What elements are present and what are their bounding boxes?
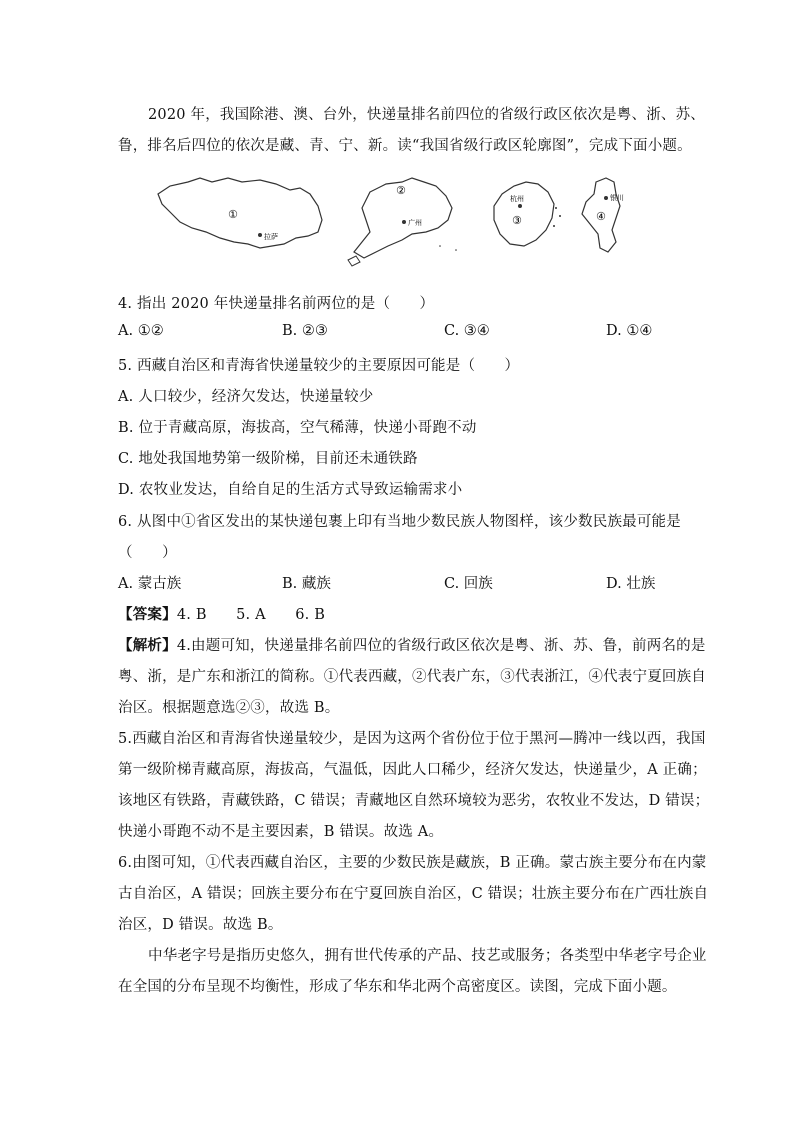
map3-number: ③	[512, 214, 522, 227]
q4-option-d: D. ①④	[606, 323, 653, 339]
q6-option-a: A. 蒙古族	[118, 576, 182, 592]
hangzhou-dot	[518, 204, 522, 208]
q6-stem-bracket: （ ）	[118, 545, 177, 561]
analysis-p3-line-2: 古自治区，A 错误；回族主要分布在宁夏回族自治区，C 错误；壮族主要分布在广西壮族自	[118, 886, 709, 902]
analysis-p3-line-3: 治区，D 错误。故选 B。	[118, 917, 283, 933]
q4-option-a: A. ①②	[118, 323, 164, 339]
map4-number: ④	[596, 210, 606, 223]
q6-option-b: B. 藏族	[282, 576, 331, 592]
answer-line	[118, 603, 325, 624]
answer-text: 4. B 5. A 6. B	[176, 607, 326, 623]
lhasa-dot	[258, 233, 262, 237]
q5-option-a: A. 人口较少，经济欠发达，快递量较少	[118, 389, 374, 405]
province-outline-maps	[150, 172, 650, 272]
analysis-p2-line-3: 该地区有铁路，青藏铁路，C 错误；青藏地区自然环境较为恶劣，农牧业不发达，D 错误；	[118, 793, 710, 809]
q6-option-c: C. 回族	[444, 576, 493, 592]
analysis-p2-line-4: 快递小哥跑不动不是主要因素，B 错误。故选 A。	[118, 824, 444, 840]
map-zhejiang	[494, 182, 561, 246]
next-intro-line-1: 中华老字号是指历史悠久，拥有世代传承的产品、技艺或服务；各类型中华老字号企业	[148, 948, 707, 964]
analysis-p2-line-2: 第一级阶梯青藏高原，海拔高，气温低，因此人口稀少，经济欠发达，快递量少，A 正确；	[118, 762, 707, 778]
q4-option-b: B. ②③	[282, 323, 328, 339]
map1-number: ①	[228, 208, 238, 221]
analysis-p1-line-2: 粤、浙，是广东和浙江的简称。①代表西藏，②代表广东，③代表浙江，④代表宁夏回族自	[118, 669, 706, 685]
q5-option-b: B. 位于青藏高原，海拔高，空气稀薄，快递小哥跑不动	[118, 420, 477, 436]
map3-city: 杭州	[510, 195, 524, 203]
map2-city: 广州	[408, 219, 422, 227]
q6-option-d: D. 壮族	[606, 576, 656, 592]
map2-number: ②	[396, 184, 406, 197]
q5-option-c: C. 地处我国地势第一级阶梯，目前还未通铁路	[118, 451, 418, 467]
q5-option-d: D. 农牧业发达，自给自足的生活方式导致运输需求小	[118, 482, 463, 498]
intro-line-1: 2020 年，我国除港、澳、台外，快递量排名前四位的省级行政区依次是粤、浙、苏、	[148, 107, 706, 123]
analysis-p1-line-1: 4.由题可知，快递量排名前四位的省级行政区依次是粤、浙、苏、鲁，前两名的是	[176, 638, 706, 654]
intro-line-2: 鲁，排名后四位的依次是藏、青、宁、新。读“我国省级行政区轮廓图”，完成下面小题。	[118, 138, 692, 154]
map4-city: 银川	[610, 194, 624, 202]
guangzhou-dot	[402, 220, 406, 224]
answer-label: 【答案】	[118, 606, 177, 623]
map-guangdong	[348, 178, 457, 266]
map-ningxia	[582, 178, 624, 252]
analysis-p1-line-3: 治区。根据题意选②③，故选 B。	[118, 700, 340, 716]
map-tibet	[158, 178, 322, 248]
analysis-label: 【解析】	[118, 637, 177, 654]
analysis-p3-line-1: 6.由图可知，①代表西藏自治区，主要的少数民族是藏族，B 正确。蒙古族主要分布在内蒙	[118, 855, 707, 871]
yinchuan-dot	[604, 196, 608, 200]
q6-stem: 6. 从图中①省区发出的某快递包裹上印有当地少数民族人物图样，该少数民族最可能是	[118, 514, 681, 530]
q4-stem: 4. 指出 2020 年快递量排名前两位的是（ ）	[118, 296, 435, 312]
q4-option-c: C. ③④	[444, 323, 490, 339]
q5-stem: 5. 西藏自治区和青海省快递量较少的主要原因可能是（ ）	[118, 358, 520, 374]
analysis-p2-line-1: 5.西藏自治区和青海省快递量较少，是因为这两个省份位于位于黑河—腾冲一线以西，我国	[118, 731, 706, 747]
map1-city: 拉萨	[264, 233, 278, 241]
analysis-line-1	[118, 634, 706, 655]
next-intro-line-2: 在全国的分布呈现不均衡性，形成了华东和华北两个高密度区。读图，完成下面小题。	[118, 979, 677, 995]
